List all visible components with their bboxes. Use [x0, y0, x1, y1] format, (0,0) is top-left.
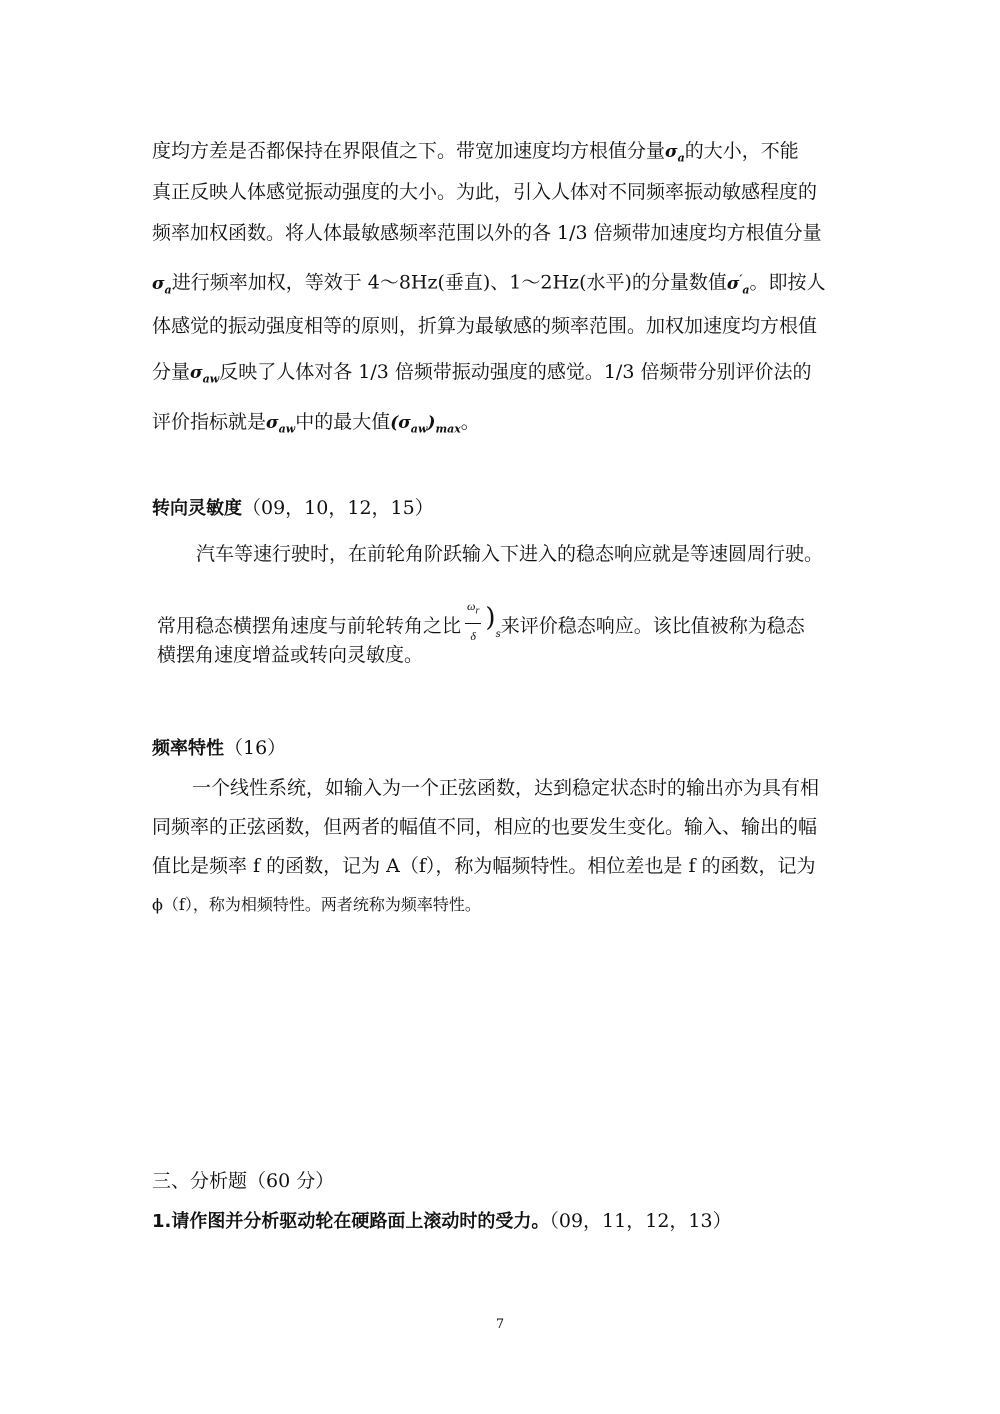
text: 来评价稳态响应。该比值被称为稳态 — [500, 615, 805, 638]
section3-heading: 三、分析题（60 分） — [152, 1170, 335, 1192]
steering-line3: 横摆角速度增益或转向灵敏度。 — [157, 644, 424, 666]
sigma-a-symbol: $\sigma_a$ — [665, 142, 685, 165]
frequency-line2: 同频率的正弦函数，但两者的幅值不同，相应的也要发生变化。输入、输出的幅 — [152, 816, 818, 838]
question-text: 1.请作图并分析驱动轮在硬路面上滚动时的受力。 — [152, 1211, 550, 1232]
page-number: 7 — [495, 1317, 505, 1332]
section-title: 转向灵敏度 — [152, 498, 242, 519]
text: 。即按人 — [749, 271, 826, 294]
section-title: 频率特性 — [152, 738, 224, 759]
sigma-aw-symbol: $\sigma_{aw}$ — [190, 363, 220, 386]
text: 中的最大值 — [295, 411, 391, 433]
para1-line4 — [152, 267, 826, 302]
text: 分量 — [152, 361, 191, 383]
para1-line2: 真正反映人体感觉振动强度的大小。为此，引入人体对不同频率振动敏感程度的 — [152, 181, 818, 203]
text: 度均方差是否都保持在界限值之下。带宽加速度均方根值分量 — [152, 140, 666, 162]
text: 评价指标就是 — [152, 411, 267, 433]
section3-question1 — [152, 1209, 732, 1234]
frequency-line1: 一个线性系统，如输入为一个正弦函数，达到稳定状态时的输出亦为具有相 — [192, 777, 820, 799]
section-years: （16） — [224, 737, 287, 759]
para1-line3: 频率加权函数。将人体最敏感频率范围以外的各 1/3 倍频带加速度均方根值分量 — [152, 222, 822, 244]
frequency-line4: ϕ（f），称为相频特性。两者统称为频率特性。 — [152, 895, 481, 914]
section-frequency-heading — [152, 736, 286, 761]
para1-line6 — [152, 360, 811, 391]
sigma-a-symbol: $\sigma_a$ — [152, 273, 172, 297]
para1-line1 — [152, 139, 799, 170]
para1-line5: 体感觉的振动强度相等的原则，折算为最敏感的频率范围。加权加速度均方根值 — [152, 315, 818, 337]
section-years: （09，10，12，15） — [242, 497, 434, 519]
text: 的大小，不能 — [684, 140, 799, 162]
frequency-line3: 值比是频率 f 的函数，记为 A（f），称为幅频特性。相位差也是 f 的函数，记为 — [152, 855, 816, 877]
subscript-s: s — [495, 629, 501, 640]
yaw-rate-gain-fraction: $\frac{\omega_r}{\delta}$ — [465, 594, 481, 648]
text: 反映了人体对各 1/3 倍频带振动强度的感觉。1/3 倍频带分别评价法的 — [219, 361, 812, 383]
text: 。 — [460, 411, 480, 433]
text: 进行频率加权，等效于 4～8Hz(垂直)、1～2Hz(水平)的分量数值 — [171, 271, 727, 294]
sigma-a-prime-symbol: $\sigma'_a$ — [726, 272, 750, 297]
right-paren: ) — [485, 603, 496, 634]
question-years: （09，11，12，13） — [549, 1210, 732, 1232]
text: 常用稳态横摆角速度与前轮转角之比 — [157, 615, 462, 638]
para1-line7 — [152, 410, 480, 441]
steering-line1: 汽车等速行驶时，在前轮角阶跃输入下进入的稳态响应就是等速圆周行驶。 — [196, 543, 824, 565]
section-steering-heading — [152, 496, 434, 521]
sigma-aw-symbol: $\sigma_{aw}$ — [266, 413, 296, 436]
sigma-aw-max-symbol: $(\sigma_{aw})_{max}$ — [390, 413, 461, 436]
